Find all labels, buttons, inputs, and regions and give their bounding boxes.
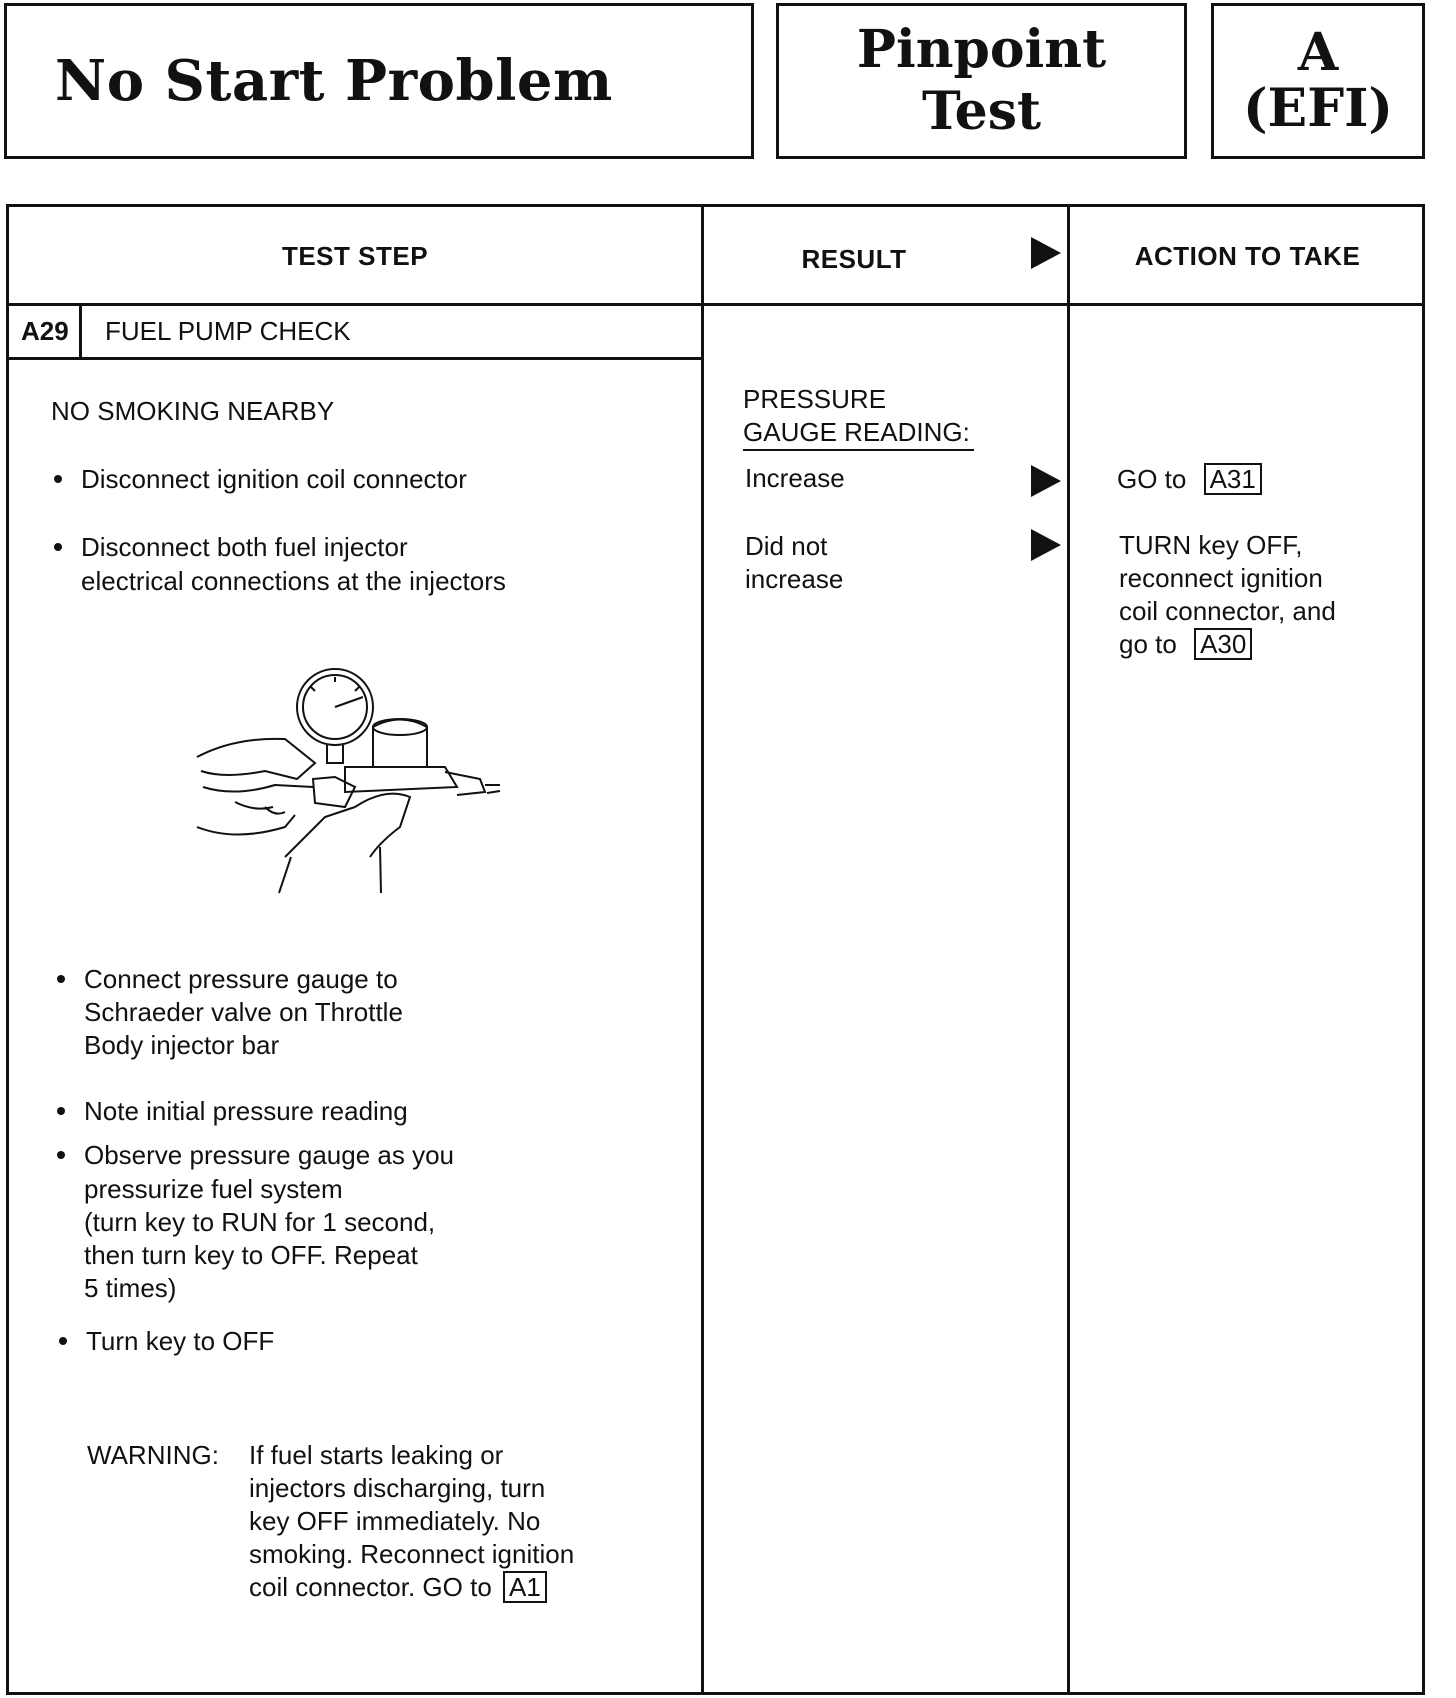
step-ref-a30[interactable]: A30: [1194, 628, 1252, 660]
warning-text-last: [249, 1571, 547, 1604]
bullet-icon: [57, 1151, 65, 1159]
pinpoint-table: [6, 204, 1425, 1695]
step-instruction: Body injector bar: [84, 1030, 280, 1060]
page-title: No Start Problem: [55, 48, 613, 114]
column-divider-2: [1067, 207, 1070, 1692]
step-title: FUEL PUMP CHECK: [105, 316, 351, 346]
result-arrow-icon: [1031, 465, 1061, 497]
pressure-gauge-illustration: [195, 667, 515, 897]
step-instruction: Note initial pressure reading: [84, 1096, 408, 1126]
test-system: (EFI): [1242, 78, 1394, 139]
step-instruction: Disconnect ignition coil connector: [81, 464, 467, 494]
step-instruction: 5 times): [84, 1273, 177, 1303]
action-goto: GO to: [1117, 464, 1187, 494]
bullet-icon: [54, 475, 62, 483]
warning-goto: coil connector. GO to: [249, 1572, 492, 1602]
step-instruction: Disconnect both fuel injector: [81, 532, 408, 562]
warning-text: injectors discharging, turn: [249, 1473, 546, 1503]
result-did-not-increase: Did not: [745, 531, 828, 561]
bullet-icon: [59, 1337, 67, 1345]
title-box: [4, 3, 754, 159]
step-instruction: Observe pressure gauge as you: [84, 1140, 454, 1170]
result-arrow-icon: [1031, 237, 1061, 269]
caution-text: NO SMOKING NEARBY: [51, 396, 335, 426]
warning-text: If fuel starts leaking or: [249, 1440, 504, 1470]
step-instruction: (turn key to RUN for 1 second,: [84, 1207, 436, 1237]
result-arrow-icon: [1031, 529, 1061, 561]
action-goto: go to: [1119, 629, 1177, 659]
result-heading: GAUGE READING:: [743, 416, 974, 451]
column-divider-1: [701, 207, 704, 1692]
pinpoint-test-box: [776, 3, 1187, 159]
result-header: RESULT: [801, 243, 907, 274]
step-ref-a31[interactable]: A31: [1204, 463, 1262, 495]
test-letter: A: [1297, 22, 1339, 83]
step-instruction: Connect pressure gauge to: [84, 964, 398, 994]
warning-label: WARNING:: [87, 1440, 219, 1470]
test-step-header: TEST STEP: [281, 240, 429, 271]
step-instruction: Schraeder valve on Throttle: [84, 997, 403, 1027]
step-ref-a1[interactable]: A1: [503, 1571, 547, 1603]
result-increase: Increase: [745, 463, 845, 493]
step-instruction: electrical connections at the injectors: [81, 566, 506, 596]
bullet-icon: [57, 1107, 65, 1115]
bullet-icon: [54, 543, 62, 551]
step-id: A29: [21, 316, 69, 346]
step-id-divider: [79, 305, 82, 357]
action-increase: [1117, 463, 1262, 496]
step-instruction: Turn key to OFF: [86, 1326, 275, 1356]
action-text: TURN key OFF,: [1119, 530, 1303, 560]
action-text: reconnect ignition: [1119, 563, 1323, 593]
step-title-divider: [9, 357, 703, 360]
result-heading: PRESSURE: [743, 384, 887, 414]
action-header: ACTION TO TAKE: [1134, 240, 1361, 271]
test-id-box: [1211, 3, 1425, 159]
step-instruction: then turn key to OFF. Repeat: [84, 1240, 418, 1270]
action-text: coil connector, and: [1119, 596, 1336, 626]
result-did-not-increase: increase: [745, 564, 844, 594]
test-label: Test: [921, 81, 1042, 142]
bullet-icon: [57, 975, 65, 983]
step-instruction: pressurize fuel system: [84, 1174, 343, 1204]
warning-text: smoking. Reconnect ignition: [249, 1539, 575, 1569]
warning-text: key OFF immediately. No: [249, 1506, 541, 1536]
action-did-not-increase: [1119, 628, 1252, 661]
pinpoint-label: Pinpoint: [856, 19, 1107, 80]
